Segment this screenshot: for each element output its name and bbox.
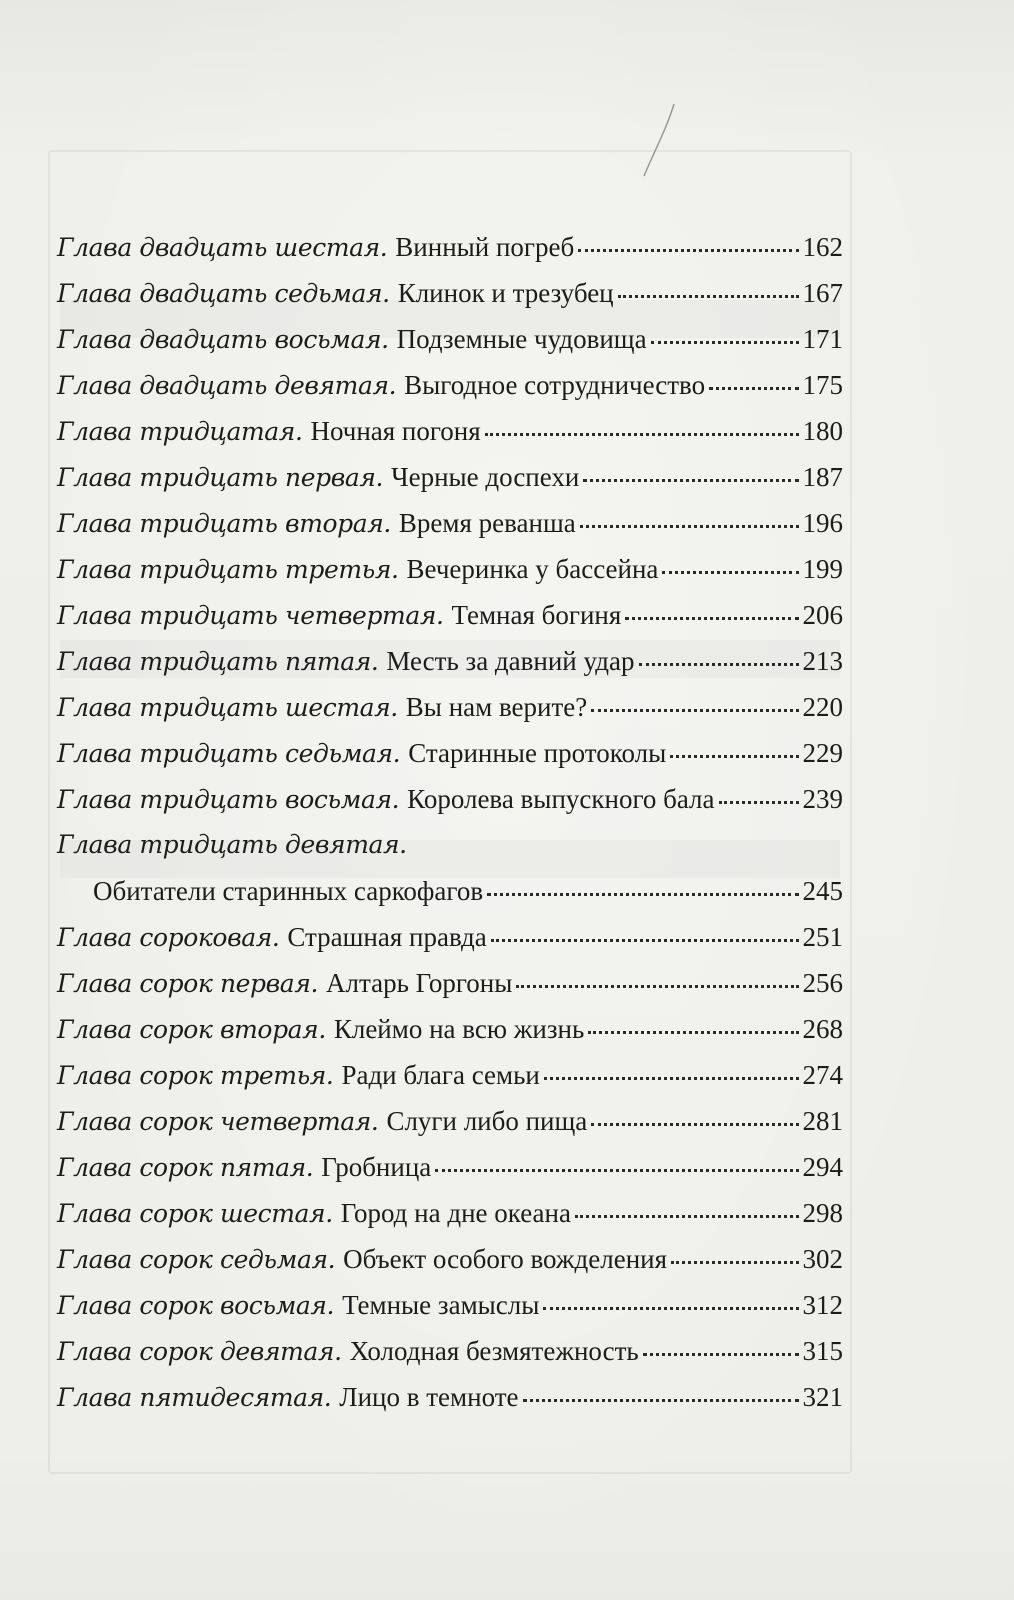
chapter-number: Глава двадцать восьмая. [57, 325, 389, 354]
page-number: 294 [802, 1152, 843, 1182]
chapter-title: Обитатели старинных саркофагов [93, 876, 484, 906]
leader-dots [670, 753, 798, 758]
page-number: 274 [802, 1060, 843, 1090]
toc-entry [57, 224, 843, 270]
leader-dots [580, 523, 799, 528]
toc-entry [57, 1236, 843, 1282]
page-number: 268 [802, 1014, 843, 1044]
chapter-number: Глава двадцать девятая. [57, 371, 397, 400]
leader-dots [719, 799, 799, 804]
leader-dots [639, 661, 799, 666]
chapter-title: Черные доспехи [391, 462, 580, 492]
page-number: 180 [802, 416, 843, 446]
chapter-number: Глава тридцать шестая. [57, 693, 398, 722]
leader-dots [671, 1259, 798, 1264]
toc-entry-continuation [57, 868, 843, 914]
page-number: 199 [802, 554, 843, 584]
toc-entry [57, 1144, 843, 1190]
toc-entry [57, 270, 843, 316]
leader-dots [591, 1121, 798, 1126]
chapter-title: Старинные протоколы [408, 738, 667, 768]
chapter-number: Глава двадцать шестая. [57, 233, 388, 262]
leader-dots [485, 431, 799, 436]
chapter-number: Глава сорок первая. [57, 969, 319, 998]
chapter-number: Глава сорок шестая. [57, 1199, 333, 1228]
toc-entry [57, 960, 843, 1006]
chapter-title: Лицо в темноте [339, 1382, 519, 1412]
chapter-number: Глава сороковая. [57, 923, 280, 952]
page-number: 206 [802, 600, 843, 630]
leader-dots [544, 1075, 799, 1080]
leader-dots [516, 983, 798, 988]
chapter-number: Глава тридцать девятая. [57, 830, 407, 859]
page-number: 302 [802, 1244, 843, 1274]
page-number: 196 [802, 508, 843, 538]
chapter-number: Глава двадцать седьмая. [57, 279, 390, 308]
toc-entry [57, 454, 843, 500]
chapter-number: Глава тридцатая. [57, 417, 303, 446]
page-number: 162 [802, 232, 843, 262]
chapter-title: Подземные чудовища [396, 324, 647, 354]
chapter-title: Холодная безмятежность [349, 1336, 639, 1366]
toc-entry [57, 1190, 843, 1236]
page-number: 187 [802, 462, 843, 492]
chapter-number: Глава сорок четвертая. [57, 1107, 379, 1136]
leader-dots [709, 385, 798, 390]
toc-entry [57, 408, 843, 454]
chapter-number: Глава тридцать четвертая. [57, 601, 444, 630]
chapter-number: Глава сорок седьмая. [57, 1245, 336, 1274]
leader-dots [651, 339, 799, 344]
leader-dots [625, 615, 798, 620]
chapter-number: Глава тридцать пятая. [57, 647, 379, 676]
toc-entry [57, 546, 843, 592]
leader-dots [583, 477, 798, 482]
chapter-number: Глава сорок девятая. [57, 1337, 342, 1366]
page-number: 229 [802, 738, 843, 768]
toc-entry [57, 684, 843, 730]
toc-entry [57, 316, 843, 362]
leader-dots [487, 891, 798, 896]
leader-dots [618, 293, 799, 298]
toc-entry [57, 914, 843, 960]
leader-dots [591, 707, 798, 712]
chapter-title: Вы нам верите? [405, 692, 588, 722]
toc-entry [57, 592, 843, 638]
toc-entry [57, 362, 843, 408]
chapter-number: Глава сорок восьмая. [57, 1291, 335, 1320]
page-number: 251 [802, 922, 843, 952]
page-number: 239 [802, 784, 843, 814]
chapter-number: Глава тридцать первая. [57, 463, 384, 492]
page-number: 167 [802, 278, 843, 308]
chapter-title: Время реванша [398, 508, 576, 538]
page-number: 298 [802, 1198, 843, 1228]
page-number: 213 [802, 646, 843, 676]
chapter-title: Выгодное сотрудничество [404, 370, 706, 400]
leader-dots [662, 569, 798, 574]
page-number: 256 [802, 968, 843, 998]
chapter-title: Алтарь Горгоны [325, 968, 513, 998]
toc-entry [57, 1098, 843, 1144]
page-number: 312 [802, 1290, 843, 1320]
chapter-title: Объект особого вожделения [343, 1244, 668, 1274]
chapter-title: Город на дне океана [340, 1198, 571, 1228]
toc-entry [57, 1006, 843, 1052]
page-number: 281 [802, 1106, 843, 1136]
chapter-number: Глава тридцать седьмая. [57, 739, 401, 768]
toc-entry [57, 1374, 843, 1420]
leader-dots [543, 1305, 798, 1310]
chapter-title: Гробница [321, 1152, 432, 1182]
leader-dots [435, 1167, 798, 1172]
page-number: 245 [802, 876, 843, 906]
page-number: 315 [802, 1336, 843, 1366]
leader-dots [491, 937, 799, 942]
chapter-number: Глава тридцать восьмая. [57, 785, 400, 814]
chapter-number: Глава пятидесятая. [57, 1383, 332, 1412]
chapter-title: Вечеринка у бассейна [406, 554, 659, 584]
toc-entry [57, 1328, 843, 1374]
page-number: 321 [802, 1382, 843, 1412]
chapter-title: Темная богиня [451, 600, 622, 630]
chapter-title: Темные замыслы [342, 1290, 540, 1320]
leader-dots [575, 1213, 799, 1218]
toc-entry [57, 776, 843, 822]
page-number: 175 [802, 370, 843, 400]
chapter-number: Глава тридцать вторая. [57, 509, 391, 538]
toc-entry [57, 730, 843, 776]
chapter-title: Ради блага семьи [341, 1060, 540, 1090]
leader-dots [588, 1029, 798, 1034]
chapter-number: Глава сорок пятая. [57, 1153, 314, 1182]
toc-entry [57, 822, 843, 868]
chapter-title: Винный погреб [395, 232, 575, 262]
chapter-title: Клинок и трезубец [397, 278, 614, 308]
chapter-title: Ночная погоня [310, 416, 481, 446]
chapter-number: Глава сорок вторая. [57, 1015, 326, 1044]
chapter-number: Глава тридцать третья. [57, 555, 399, 584]
toc-entry [57, 638, 843, 684]
page-number: 171 [802, 324, 843, 354]
leader-dots [578, 247, 798, 252]
chapter-title: Страшная правда [287, 922, 487, 952]
toc-entry [57, 1282, 843, 1328]
toc-entry [57, 1052, 843, 1098]
leader-dots [643, 1351, 799, 1356]
table-of-contents [57, 224, 843, 1420]
chapter-title: Слуги либо пища [386, 1106, 588, 1136]
page-number: 220 [802, 692, 843, 722]
chapter-number: Глава сорок третья. [57, 1061, 334, 1090]
chapter-title: Месть за давний удар [386, 646, 635, 676]
chapter-title: Королева выпускного бала [407, 784, 715, 814]
chapter-title: Клеймо на всю жизнь [333, 1014, 585, 1044]
leader-dots [523, 1397, 799, 1402]
pencil-mark [640, 100, 680, 180]
toc-entry [57, 500, 843, 546]
